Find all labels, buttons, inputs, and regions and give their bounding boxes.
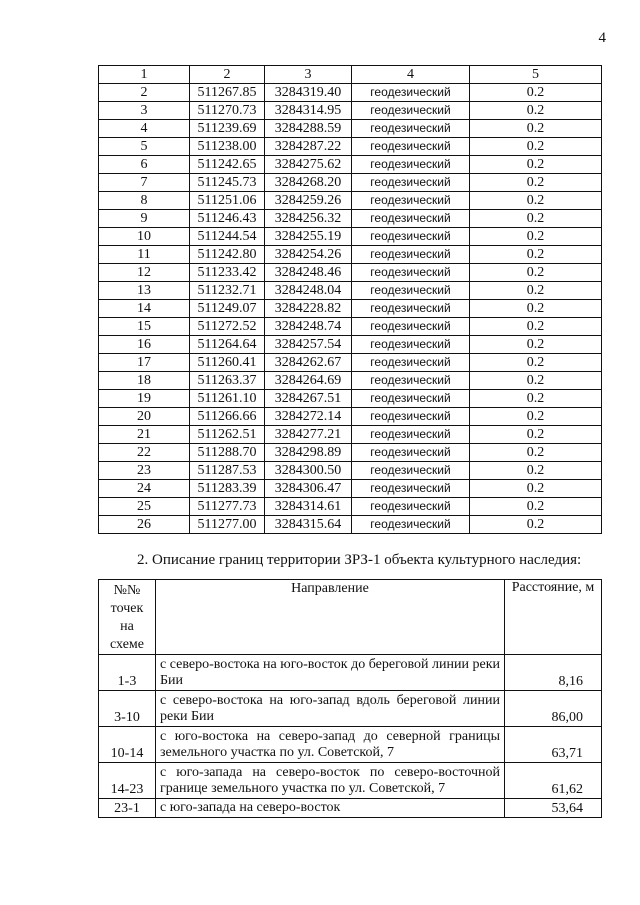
- table-row: [99, 156, 602, 174]
- x-coordinate-cell: 511263.37: [190, 372, 265, 390]
- x-coordinate-cell: 511272.52: [190, 318, 265, 336]
- table-row: [99, 655, 602, 691]
- point-number-cell: 2: [99, 84, 190, 102]
- table-row: [99, 763, 602, 799]
- accuracy-cell: 0.2: [470, 408, 602, 426]
- x-coordinate-cell: 511238.00: [190, 138, 265, 156]
- table-row: [99, 174, 602, 192]
- point-number-cell: 4: [99, 120, 190, 138]
- column-header: 4: [352, 66, 470, 84]
- accuracy-cell: 0.2: [470, 246, 602, 264]
- x-coordinate-cell: 511242.65: [190, 156, 265, 174]
- x-coordinate-cell: 511270.73: [190, 102, 265, 120]
- table-row: [99, 390, 602, 408]
- x-coordinate-cell: 511249.07: [190, 300, 265, 318]
- direction-column-header: Направление: [156, 580, 505, 655]
- table-row: [99, 102, 602, 120]
- y-coordinate-cell: 3284248.04: [265, 282, 352, 300]
- boundary-table: [98, 579, 602, 818]
- y-coordinate-cell: 3284256.32: [265, 210, 352, 228]
- method-cell: геодезический: [352, 156, 470, 174]
- method-cell: геодезический: [352, 282, 470, 300]
- method-cell: геодезический: [352, 426, 470, 444]
- method-cell: геодезический: [352, 390, 470, 408]
- point-number-cell: 24: [99, 480, 190, 498]
- accuracy-cell: 0.2: [470, 282, 602, 300]
- method-cell: геодезический: [352, 210, 470, 228]
- column-header: 5: [470, 66, 602, 84]
- y-coordinate-cell: 3284300.50: [265, 462, 352, 480]
- table-row: [99, 354, 602, 372]
- y-coordinate-cell: 3284259.26: [265, 192, 352, 210]
- x-coordinate-cell: 511232.71: [190, 282, 265, 300]
- points-cell: 14-23: [99, 763, 156, 799]
- x-coordinate-cell: 511261.10: [190, 390, 265, 408]
- points-cell: 3-10: [99, 691, 156, 727]
- x-coordinate-cell: 511242.80: [190, 246, 265, 264]
- y-coordinate-cell: 3284248.74: [265, 318, 352, 336]
- points-cell: 10-14: [99, 727, 156, 763]
- x-coordinate-cell: 511262.51: [190, 426, 265, 444]
- distance-cell: 63,71: [505, 727, 602, 763]
- accuracy-cell: 0.2: [470, 174, 602, 192]
- point-number-cell: 12: [99, 264, 190, 282]
- method-cell: геодезический: [352, 264, 470, 282]
- accuracy-cell: 0.2: [470, 138, 602, 156]
- table-row: [99, 727, 602, 763]
- table-row: [99, 228, 602, 246]
- accuracy-cell: 0.2: [470, 192, 602, 210]
- accuracy-cell: 0.2: [470, 264, 602, 282]
- x-coordinate-cell: 511277.73: [190, 498, 265, 516]
- method-cell: геодезический: [352, 408, 470, 426]
- points-column-header: [99, 580, 156, 655]
- direction-cell: с северо-востока на юго-восток до береговой линии реки Бии: [156, 655, 505, 691]
- table-row: [99, 462, 602, 480]
- column-header: 2: [190, 66, 265, 84]
- coordinates-table: [98, 65, 602, 534]
- accuracy-cell: 0.2: [470, 480, 602, 498]
- table-row: [99, 799, 602, 818]
- method-cell: геодезический: [352, 138, 470, 156]
- points-header-line: №№: [113, 583, 141, 598]
- point-number-cell: 10: [99, 228, 190, 246]
- accuracy-cell: 0.2: [470, 102, 602, 120]
- table-row: [99, 444, 602, 462]
- accuracy-cell: 0.2: [470, 462, 602, 480]
- method-cell: геодезический: [352, 372, 470, 390]
- table-row: [99, 300, 602, 318]
- point-number-cell: 25: [99, 498, 190, 516]
- y-coordinate-cell: 3284287.22: [265, 138, 352, 156]
- direction-cell: с северо-востока на юго-запад вдоль береговой линии реки Бии: [156, 691, 505, 727]
- point-number-cell: 13: [99, 282, 190, 300]
- x-coordinate-cell: 511264.64: [190, 336, 265, 354]
- accuracy-cell: 0.2: [470, 426, 602, 444]
- y-coordinate-cell: 3284315.64: [265, 516, 352, 534]
- y-coordinate-cell: 3284267.51: [265, 390, 352, 408]
- table-row: [99, 264, 602, 282]
- table-row: [99, 372, 602, 390]
- page-number: 4: [598, 30, 606, 46]
- method-cell: геодезический: [352, 174, 470, 192]
- method-cell: геодезический: [352, 120, 470, 138]
- point-number-cell: 11: [99, 246, 190, 264]
- point-number-cell: 7: [99, 174, 190, 192]
- table-row: [99, 318, 602, 336]
- point-number-cell: 6: [99, 156, 190, 174]
- y-coordinate-cell: 3284288.59: [265, 120, 352, 138]
- x-coordinate-cell: 511283.39: [190, 480, 265, 498]
- y-coordinate-cell: 3284255.19: [265, 228, 352, 246]
- y-coordinate-cell: 3284314.61: [265, 498, 352, 516]
- points-cell: 1-3: [99, 655, 156, 691]
- x-coordinate-cell: 511245.73: [190, 174, 265, 192]
- method-cell: геодезический: [352, 498, 470, 516]
- x-coordinate-cell: 511239.69: [190, 120, 265, 138]
- table-header-row: [99, 580, 602, 655]
- point-number-cell: 18: [99, 372, 190, 390]
- method-cell: геодезический: [352, 318, 470, 336]
- accuracy-cell: 0.2: [470, 84, 602, 102]
- table-row: [99, 138, 602, 156]
- y-coordinate-cell: 3284314.95: [265, 102, 352, 120]
- method-cell: геодезический: [352, 462, 470, 480]
- distance-column-header: Расстояние, м: [505, 580, 602, 655]
- points-header-line: точек: [110, 601, 144, 616]
- table-header-row: [99, 66, 602, 84]
- x-coordinate-cell: 511277.00: [190, 516, 265, 534]
- y-coordinate-cell: 3284262.67: [265, 354, 352, 372]
- x-coordinate-cell: 511244.54: [190, 228, 265, 246]
- accuracy-cell: 0.2: [470, 156, 602, 174]
- method-cell: геодезический: [352, 246, 470, 264]
- point-number-cell: 23: [99, 462, 190, 480]
- table-row: [99, 120, 602, 138]
- method-cell: геодезический: [352, 192, 470, 210]
- x-coordinate-cell: 511288.70: [190, 444, 265, 462]
- x-coordinate-cell: 511266.66: [190, 408, 265, 426]
- table-row: [99, 282, 602, 300]
- direction-cell: с юго-запада на северо-восток по северо-восточной границе земельного участка по ул. Советской, 7: [156, 763, 505, 799]
- y-coordinate-cell: 3284228.82: [265, 300, 352, 318]
- x-coordinate-cell: 511233.42: [190, 264, 265, 282]
- point-number-cell: 3: [99, 102, 190, 120]
- direction-cell: с юго-востока на северо-запад до северной границы земельного участка по ул. Советской, 7: [156, 727, 505, 763]
- section-heading: 2. Описание границ территории ЗРЗ-1 объекта культурного наследия:: [137, 552, 582, 568]
- method-cell: геодезический: [352, 336, 470, 354]
- distance-cell: 8,16: [505, 655, 602, 691]
- y-coordinate-cell: 3284264.69: [265, 372, 352, 390]
- point-number-cell: 26: [99, 516, 190, 534]
- table-row: [99, 408, 602, 426]
- y-coordinate-cell: 3284319.40: [265, 84, 352, 102]
- column-header: 3: [265, 66, 352, 84]
- y-coordinate-cell: 3284268.20: [265, 174, 352, 192]
- table-row: [99, 84, 602, 102]
- y-coordinate-cell: 3284257.54: [265, 336, 352, 354]
- points-header-line: схеме: [110, 637, 144, 652]
- y-coordinate-cell: 3284277.21: [265, 426, 352, 444]
- x-coordinate-cell: 511246.43: [190, 210, 265, 228]
- accuracy-cell: 0.2: [470, 444, 602, 462]
- method-cell: геодезический: [352, 480, 470, 498]
- y-coordinate-cell: 3284275.62: [265, 156, 352, 174]
- direction-cell: с юго-запада на северо-восток: [156, 799, 505, 818]
- table-row: [99, 210, 602, 228]
- table-row: [99, 246, 602, 264]
- distance-cell: 61,62: [505, 763, 602, 799]
- x-coordinate-cell: 511267.85: [190, 84, 265, 102]
- y-coordinate-cell: 3284248.46: [265, 264, 352, 282]
- point-number-cell: 19: [99, 390, 190, 408]
- method-cell: геодезический: [352, 444, 470, 462]
- point-number-cell: 20: [99, 408, 190, 426]
- accuracy-cell: 0.2: [470, 516, 602, 534]
- point-number-cell: 15: [99, 318, 190, 336]
- column-header: 1: [99, 66, 190, 84]
- distance-cell: 53,64: [505, 799, 602, 818]
- x-coordinate-cell: 511260.41: [190, 354, 265, 372]
- accuracy-cell: 0.2: [470, 336, 602, 354]
- method-cell: геодезический: [352, 84, 470, 102]
- point-number-cell: 8: [99, 192, 190, 210]
- table-row: [99, 480, 602, 498]
- table-row: [99, 192, 602, 210]
- accuracy-cell: 0.2: [470, 210, 602, 228]
- method-cell: геодезический: [352, 102, 470, 120]
- points-header-line: на: [120, 619, 134, 634]
- point-number-cell: 14: [99, 300, 190, 318]
- table-row: [99, 691, 602, 727]
- table-row: [99, 336, 602, 354]
- accuracy-cell: 0.2: [470, 354, 602, 372]
- accuracy-cell: 0.2: [470, 318, 602, 336]
- point-number-cell: 5: [99, 138, 190, 156]
- y-coordinate-cell: 3284254.26: [265, 246, 352, 264]
- y-coordinate-cell: 3284306.47: [265, 480, 352, 498]
- points-cell: 23-1: [99, 799, 156, 818]
- point-number-cell: 16: [99, 336, 190, 354]
- method-cell: геодезический: [352, 228, 470, 246]
- point-number-cell: 9: [99, 210, 190, 228]
- method-cell: геодезический: [352, 354, 470, 372]
- table-row: [99, 426, 602, 444]
- accuracy-cell: 0.2: [470, 300, 602, 318]
- accuracy-cell: 0.2: [470, 120, 602, 138]
- distance-cell: 86,00: [505, 691, 602, 727]
- accuracy-cell: 0.2: [470, 228, 602, 246]
- table-row: [99, 516, 602, 534]
- x-coordinate-cell: 511251.06: [190, 192, 265, 210]
- point-number-cell: 22: [99, 444, 190, 462]
- method-cell: геодезический: [352, 300, 470, 318]
- point-number-cell: 21: [99, 426, 190, 444]
- y-coordinate-cell: 3284298.89: [265, 444, 352, 462]
- method-cell: геодезический: [352, 516, 470, 534]
- accuracy-cell: 0.2: [470, 498, 602, 516]
- accuracy-cell: 0.2: [470, 372, 602, 390]
- accuracy-cell: 0.2: [470, 390, 602, 408]
- point-number-cell: 17: [99, 354, 190, 372]
- y-coordinate-cell: 3284272.14: [265, 408, 352, 426]
- table-row: [99, 498, 602, 516]
- x-coordinate-cell: 511287.53: [190, 462, 265, 480]
